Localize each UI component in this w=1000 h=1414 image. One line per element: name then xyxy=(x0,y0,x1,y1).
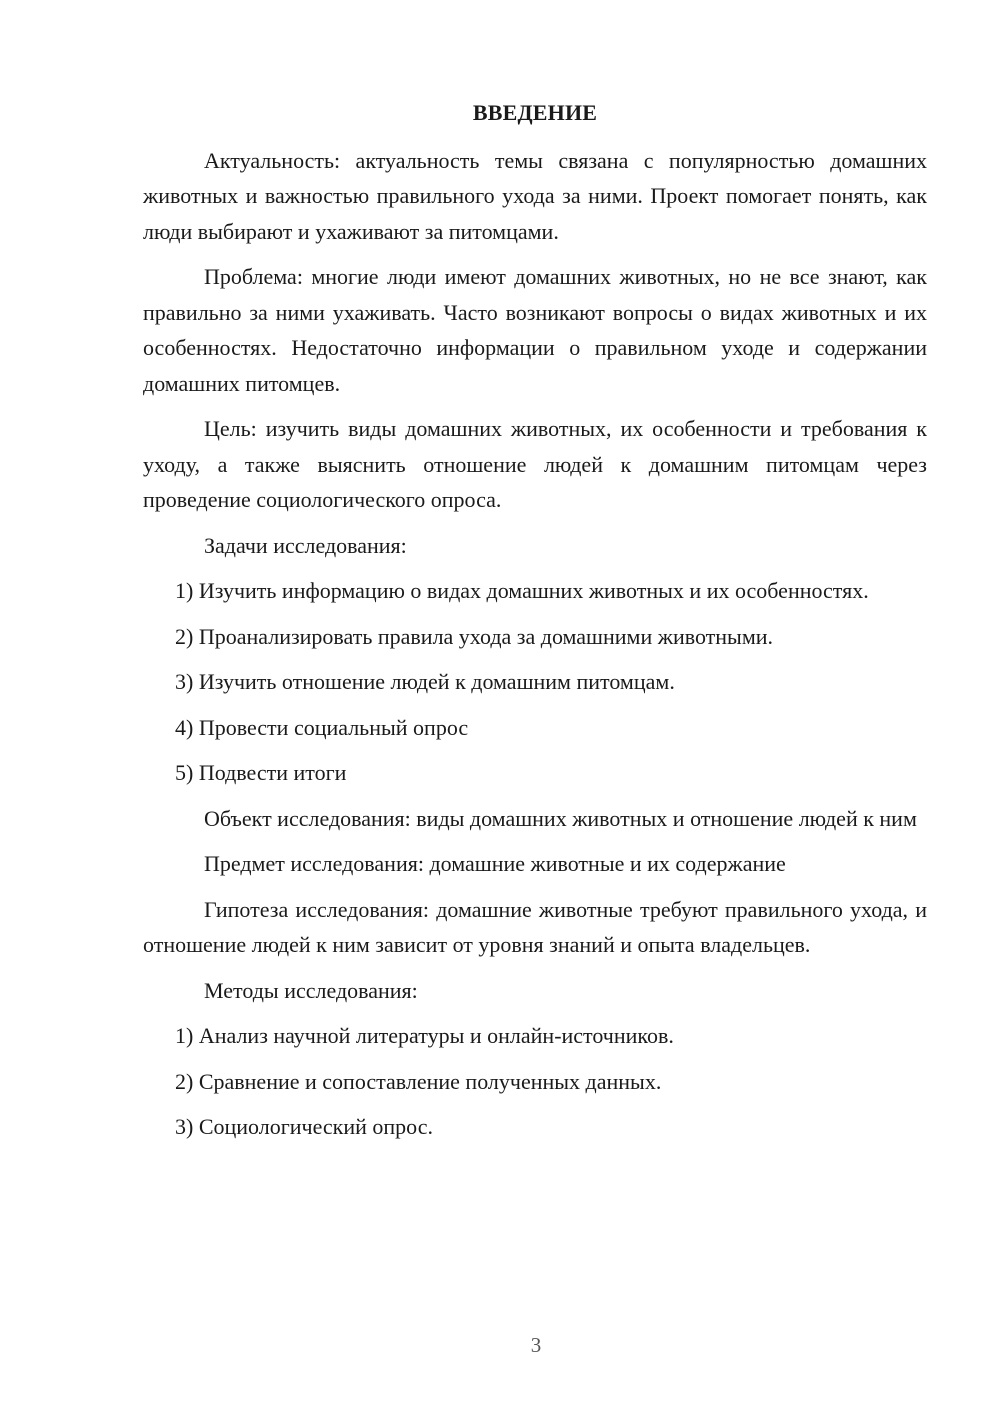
method-item-3: 3) Социологический опрос. xyxy=(175,1114,433,1139)
page-number: 3 xyxy=(530,1333,542,1357)
method-item-1: 1) Анализ научной литературы и онлайн-источников. xyxy=(175,1023,674,1048)
problem-paragraph: Проблема: многие люди имеют домашних животных, но не все знают, как правильно за ними ухаживать. Часто возникают вопросы о видах животных и их особенностях. Недостаточно информации о правильном уходе и содержании домашних питомцев. xyxy=(143,264,927,396)
task-item-4: 4) Провести социальный опрос xyxy=(175,714,469,740)
methods-title: Методы исследования: xyxy=(204,977,418,1003)
task-item-3: 3) Изучить отношение людей к домашним питомцам. xyxy=(175,669,675,694)
method-item-2: 2) Сравнение и сопоставление полученных данных. xyxy=(175,1068,662,1094)
relevance-paragraph: Актуальность: актуальность темы связана с популярностью домашних животных и важностью правильного ухода за ними. Проект помогает понять, как люди выбирают и ухаживают за питомцами. xyxy=(143,147,927,244)
document-page xyxy=(143,95,927,1155)
subject-paragraph: Предмет исследования: домашние животные и их содержание xyxy=(204,851,786,876)
task-item-2: 2) Проанализировать правила ухода за домашними животными. xyxy=(175,623,774,649)
hypothesis-paragraph: Гипотеза исследования: домашние животные требуют правильного ухода, и отношение людей к ним зависит от уровня знаний и опыта владельцев. xyxy=(143,896,927,957)
tasks-title: Задачи исследования: xyxy=(204,532,407,558)
task-item-1: 1) Изучить информацию о видах домашних животных и их особенностях. xyxy=(175,578,869,603)
page-heading: ВВЕДЕНИЕ xyxy=(472,100,598,125)
task-item-5: 5) Подвести итоги xyxy=(175,760,347,785)
object-paragraph: Объект исследования: виды домашних животных и отношение людей к ним xyxy=(204,805,917,831)
goal-paragraph: Цель: изучить виды домашних животных, их особенности и требования к уходу, а также выяснить отношение людей к домашним питомцам через проведение социологического опроса. xyxy=(143,416,927,512)
